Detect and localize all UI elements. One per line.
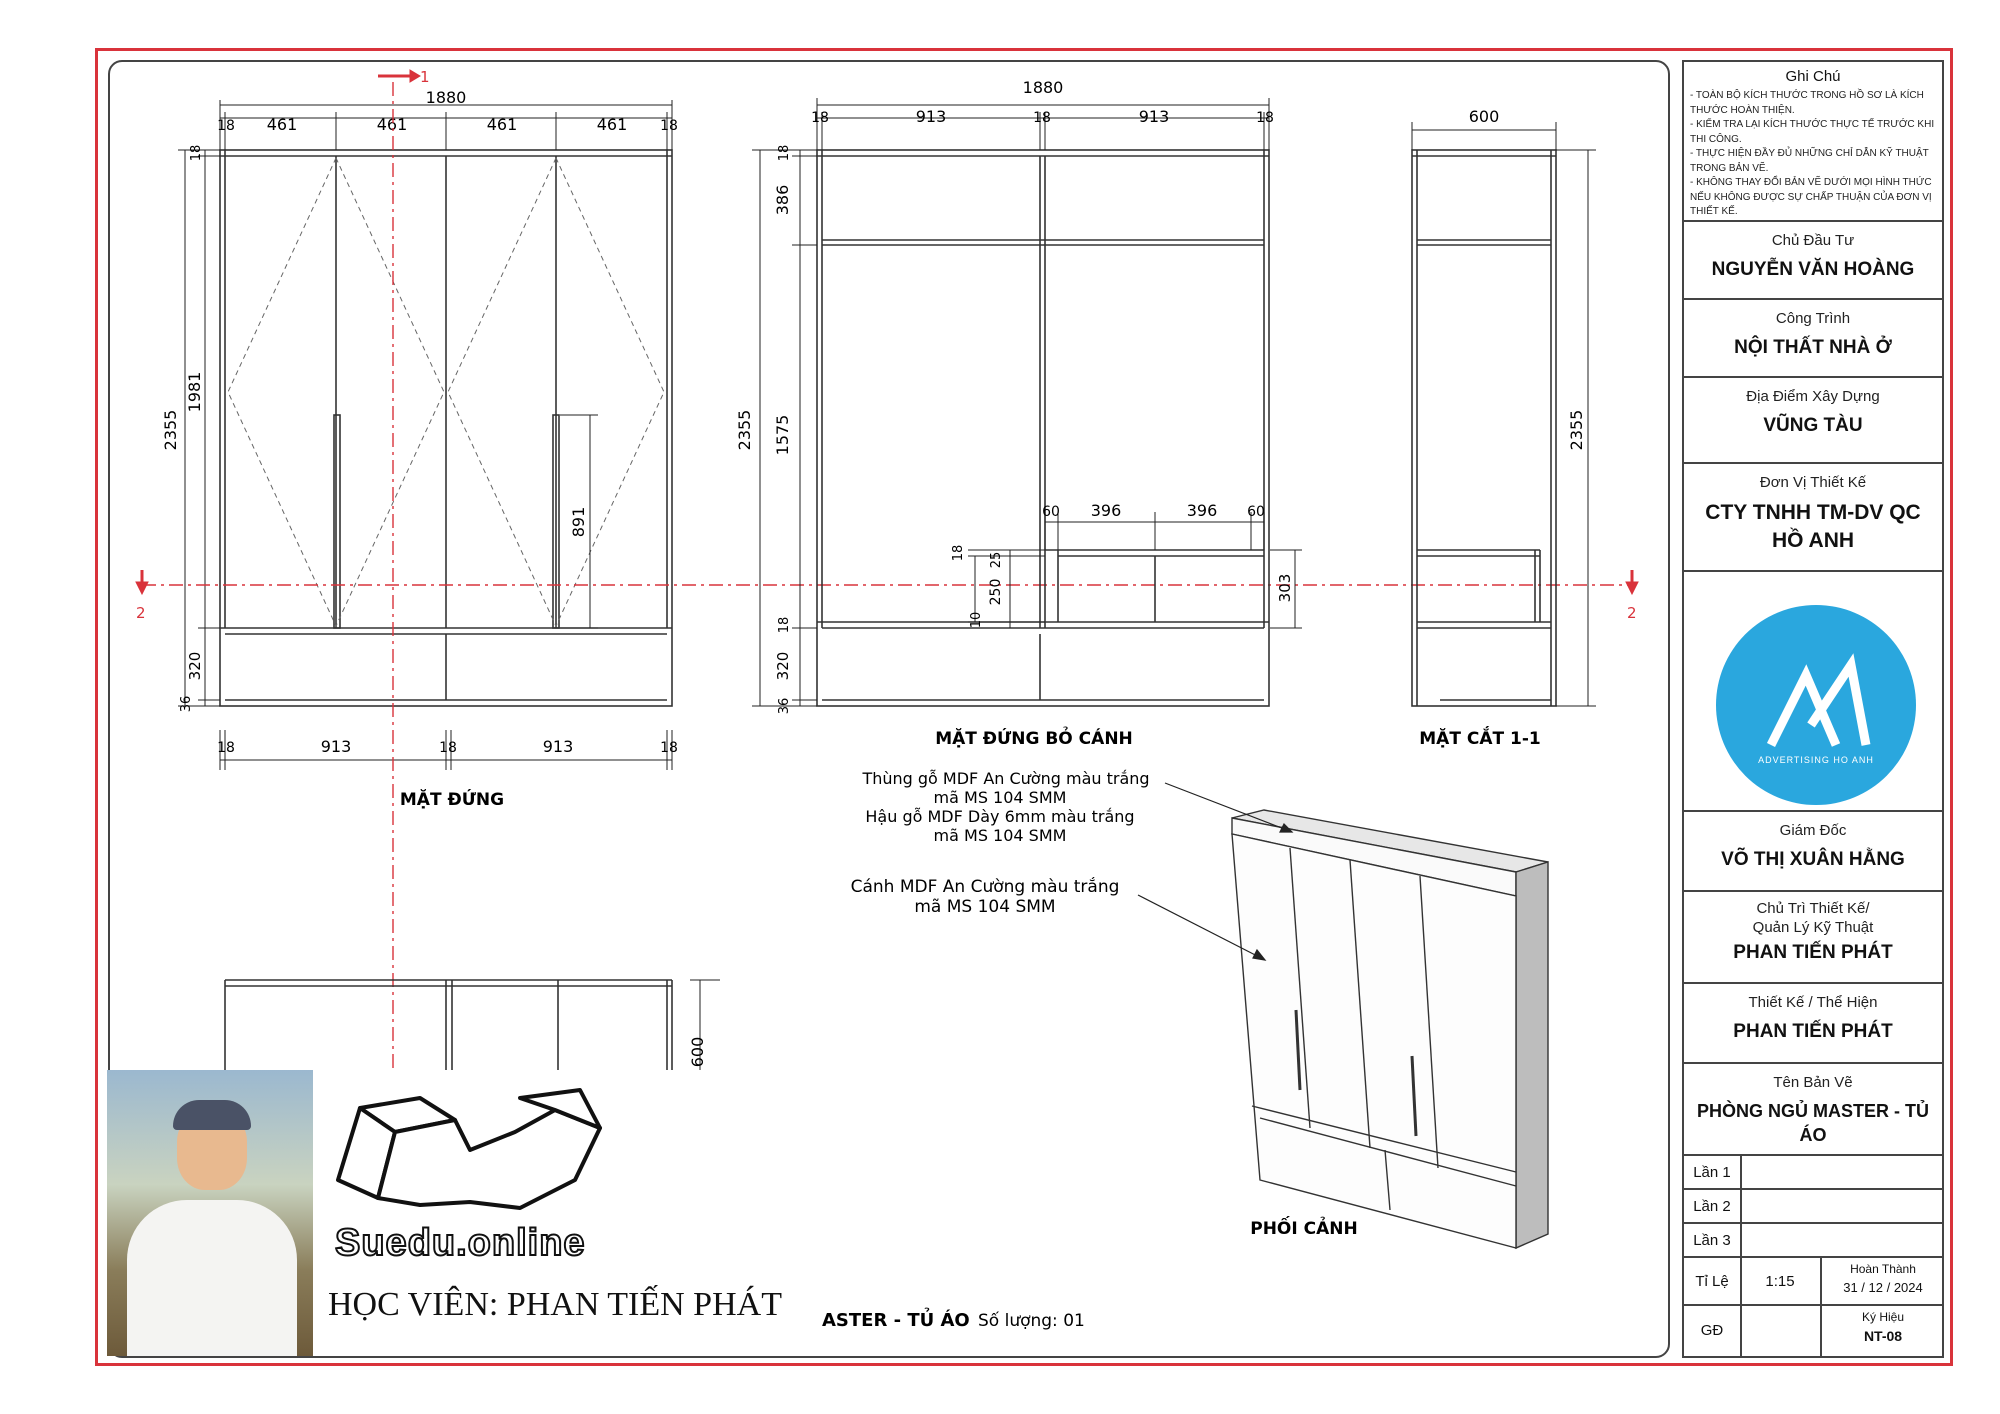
section-mark-1: 1 [420, 68, 430, 86]
front-width-dim: 1880 [425, 88, 467, 107]
student-name: HỌC VIÊN: PHAN TIẾN PHÁT [328, 1286, 782, 1323]
scale-label: Tỉ Lệ [1684, 1258, 1742, 1304]
open-shelf-bay-dim: 396 [1186, 501, 1218, 520]
brand-wordmark: Suedu.online [335, 1222, 586, 1264]
owner-value: NGUYỄN VĂN HOÀNG [1711, 259, 1915, 280]
front-height-dim: 2355 [161, 409, 180, 451]
perspective-title: PHỐI CẢNH [1250, 1219, 1358, 1239]
note-item: - THỰC HIỆN ĐẦY ĐỦ NHỮNG CHỈ DẪN KỸ THUẬT TRONG BẢN VẼ. [1690, 148, 1929, 174]
open-edge-dim: 18 [1256, 110, 1274, 126]
front-bottom-bay-dim: 913 [542, 737, 574, 756]
annotation-text: Cánh MDF An Cường màu trắng [850, 877, 1120, 897]
code-row [1684, 1306, 1942, 1358]
footer-title: ASTER - TỦ ÁO [822, 1310, 970, 1331]
director-value: VÕ THỊ XUÂN HẰNG [1721, 849, 1905, 870]
logo-cell [1684, 572, 1942, 812]
note-item: - TOÀN BỘ KÍCH THƯỚC TRONG HỒ SƠ LÀ KÍCH THƯỚC HOÀN THIỆN. [1690, 90, 1924, 116]
gd-label: GĐ [1684, 1306, 1742, 1358]
code-label: Ký Hiệu [1861, 1310, 1905, 1324]
revision-row [1684, 1156, 1942, 1190]
drafter-cell [1684, 984, 1942, 1064]
notes-title: Ghi Chú [1785, 68, 1841, 85]
designer-unit-label: Đơn Vị Thiết Kế [1759, 474, 1867, 491]
done-label: Hoàn Thành [1850, 1262, 1916, 1276]
scale-value: 1:15 [1740, 1258, 1822, 1306]
scale-row [1684, 1258, 1942, 1306]
lead-cell [1684, 892, 1942, 984]
open-shelf-edge-dim: 60 [1042, 504, 1060, 520]
open-width-dim: 1880 [1022, 78, 1064, 97]
front-bottom-edge-dim: 18 [439, 740, 457, 756]
project-cell [1684, 300, 1942, 378]
director-cell [1684, 812, 1942, 892]
drawing-name-value: PHÒNG NGỦ MASTER - TỦ ÁO [1697, 1101, 1929, 1146]
project-value: NỘI THẤT NHÀ Ở [1734, 337, 1892, 358]
open-shelf-bay-dim: 396 [1090, 501, 1122, 520]
front-door-height-dim: 1981 [185, 371, 204, 413]
open-gap-dim: 10 [969, 611, 984, 629]
open-middle-dim: 1575 [773, 414, 792, 456]
logo-mark-icon [1716, 605, 1916, 805]
revision-label: Lần 2 [1684, 1190, 1742, 1222]
gd-value [1740, 1306, 1822, 1358]
revision-label: Lần 3 [1684, 1224, 1742, 1256]
revision-row [1684, 1224, 1942, 1258]
open-bay-dim: 913 [1138, 107, 1170, 126]
revision-label: Lần 1 [1684, 1156, 1742, 1188]
location-value: VŨNG TÀU [1763, 415, 1863, 436]
designer-unit-cell [1684, 464, 1942, 572]
owner-cell [1684, 222, 1942, 300]
front-door-dim: 461 [266, 115, 298, 134]
front-door-dim: 461 [486, 115, 518, 134]
front-handle-dim: 891 [569, 506, 588, 538]
director-label: Giám Đốc [1779, 822, 1847, 839]
title-block [1682, 60, 1944, 1358]
front-top-edge-dim: 18 [189, 144, 204, 162]
brand-logo-icon [338, 1090, 600, 1208]
location-label: Địa Điểm Xây Dựng [1746, 388, 1880, 405]
front-edge-dim: 18 [217, 118, 235, 134]
open-height-dim: 2355 [735, 409, 754, 451]
open-thin-dim: 25 [989, 551, 1004, 569]
section-height-dim: 2355 [1567, 409, 1586, 451]
open-cubby-dim: 250 [988, 578, 1004, 606]
open-drawer-edge-dim: 18 [777, 616, 792, 634]
notes-cell [1684, 62, 1942, 222]
logo-text: ADVERTISING HO ANH [1758, 755, 1874, 765]
drafter-value: PHAN TIẾN PHÁT [1733, 1021, 1893, 1042]
drawing-name-label: Tên Bản Vẽ [1773, 1074, 1853, 1091]
company-logo-icon [1716, 605, 1916, 805]
plan-depth-dim: 600 [688, 1036, 707, 1068]
project-label: Công Trình [1775, 310, 1851, 327]
notes-list [1684, 85, 1942, 224]
note-item: - KIỂM TRA LẠI KÍCH THƯỚC THỰC TẾ TRƯỚC KHI THI CÔNG. [1690, 119, 1935, 145]
open-elevation [752, 98, 1302, 706]
annotation-text: Thùng gỗ MDF An Cường màu trắng [862, 769, 1150, 788]
front-bottom-edge-dim: 18 [217, 740, 235, 756]
front-drawer-dim: 320 [186, 651, 204, 681]
owner-label: Chủ Đầu Tư [1771, 232, 1855, 249]
section-depth-dim: 600 [1468, 107, 1500, 126]
open-thin-edge-dim: 18 [951, 544, 966, 562]
section-title: MẶT CẮT 1-1 [1419, 729, 1541, 749]
code-value: NT-08 [1863, 1328, 1903, 1344]
perspective-view [1232, 810, 1548, 1248]
open-title: MẶT ĐỨNG BỎ CÁNH [935, 729, 1133, 749]
open-edge-dim: 18 [811, 110, 829, 126]
open-shelf-edge-dim: 60 [1247, 504, 1265, 520]
front-title: MẶT ĐỨNG [399, 790, 505, 810]
lead-value: PHAN TIẾN PHÁT [1733, 942, 1893, 963]
designer-unit-value: CTY TNHH TM-DV QC HỒ ANH [1705, 501, 1921, 553]
done-value: 31 / 12 / 2024 [1843, 1280, 1923, 1295]
annotation-text: mã MS 104 SMM [914, 897, 1056, 917]
front-bottom-edge-dim: 18 [660, 740, 678, 756]
annotation-text: mã MS 104 SMM [933, 826, 1067, 845]
footer-qty: Số lượng: 01 [978, 1311, 1085, 1331]
open-edge-dim: 18 [1033, 110, 1051, 126]
front-elevation [178, 100, 672, 770]
front-door-dim: 461 [376, 115, 408, 134]
open-shelf-height-dim: 303 [1276, 573, 1294, 603]
open-base-dim: 36 [777, 697, 792, 715]
revision-row [1684, 1190, 1942, 1224]
front-edge-dim: 18 [660, 118, 678, 134]
drawing-name-cell [1684, 1064, 1942, 1156]
student-photo [107, 1070, 313, 1356]
note-item: - KHÔNG THAY ĐỔI BẢN VẼ DƯỚI MỌI HÌNH THỨC NẾU KHÔNG ĐƯỢC SỰ CHẤP THUẬN CỦA ĐƠN VỊ THIẾT KẾ. [1690, 177, 1932, 217]
annotation-text: Hậu gỗ MDF Dày 6mm màu trắng [865, 807, 1135, 826]
open-drawer-dim: 320 [774, 651, 792, 681]
open-bay-dim: 913 [915, 107, 947, 126]
drafter-label: Thiết Kế / Thể Hiện [1748, 994, 1878, 1011]
front-door-dim: 461 [596, 115, 628, 134]
front-bottom-bay-dim: 913 [320, 737, 352, 756]
open-top-dim: 386 [773, 184, 792, 216]
lead-label-1: Chủ Trì Thiết Kế/ [1756, 900, 1870, 917]
annotation-text: mã MS 104 SMM [933, 788, 1067, 807]
open-top-edge-dim: 18 [777, 144, 792, 162]
location-cell [1684, 378, 1942, 464]
plan-view [225, 980, 720, 1070]
lead-label-2: Quản Lý Kỹ Thuật [1752, 919, 1874, 936]
section-mark-2-left: 2 [136, 604, 146, 622]
front-base-dim: 36 [179, 695, 194, 713]
section-mark-2-right: 2 [1627, 604, 1637, 622]
